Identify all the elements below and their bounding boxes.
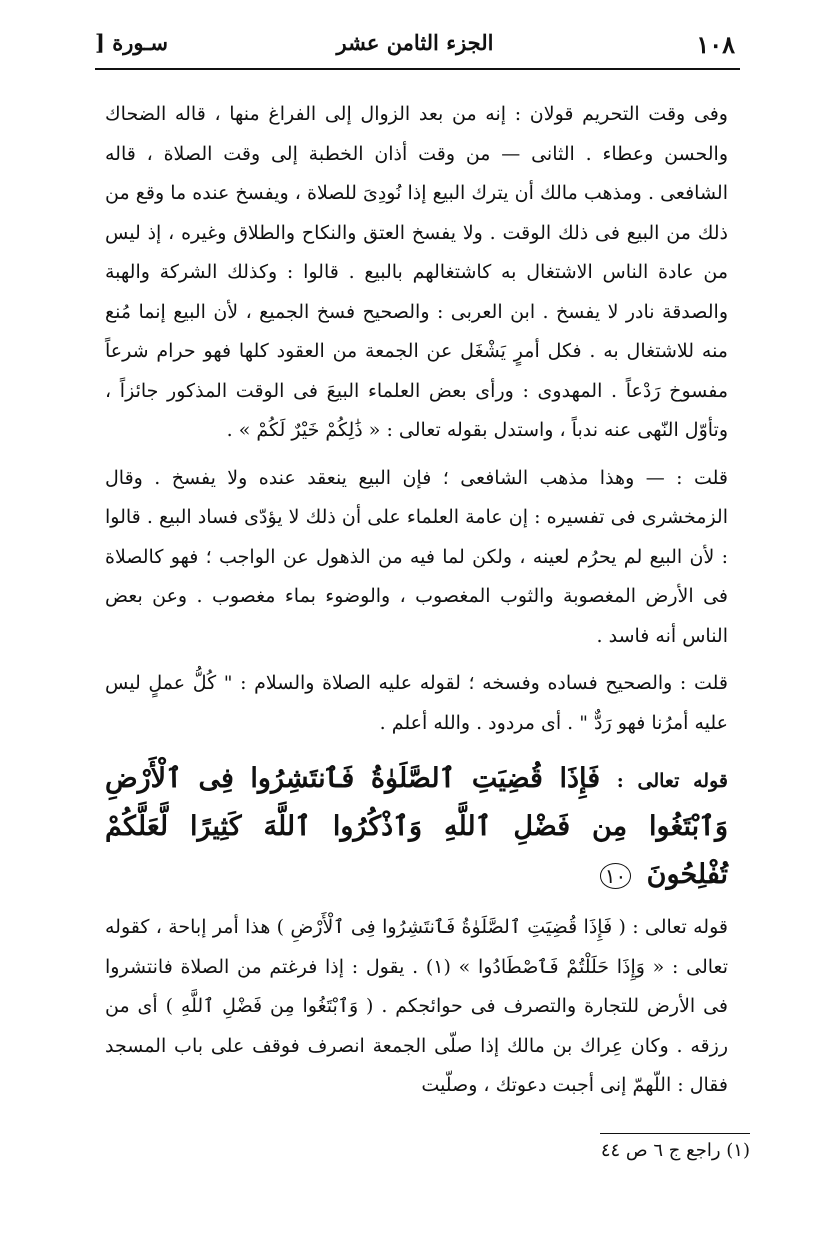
paragraph-3: قلت : والصحيح فساده وفسخه ؛ لقوله عليه الصلاة والسلام : " كُلُّ عملٍ ليس عليه أمرُنا فهو رَدٌّ " . أى مردود . والله أعلم . xyxy=(105,672,728,734)
paragraph-2: قلت : — وهذا مذهب الشافعى ؛ فإن البيع ينعقد عنده ولا يفسخ . وقال الزمخشرى فى تفسيره : إن عامة العلماء على أن ذلك لا يؤدّى فساد البيع . قالوا : لأن البيع لم يحرُم لعينه ، ولكن لما فيه من الذهول عن الواجب ؛ فهو كالصلاة فى الأرض المغصوبة والثوب المغصوب ، والوضوء بماء مغصوب . وعن بعض الناس أنه فاسد . xyxy=(105,466,728,647)
commentary-paragraph: قوله تعالى : ( فَإِذَا قُضِيَتِ ٱلصَّلَوٰةُ فَٱنتَشِرُوا فِى ٱلْأَرْضِ ) هذا أمر إباحة ، كقوله تعالى : « وَإِذَا حَلَلْتُمْ فَٱصْطَادُوا » (١) . يقول : إذا فرغتم من الصلاة فانتشروا فى الأرض للتجارة والتصرف فى حوائجكم . ( وَٱبْتَغُوا مِن فَضْلِ ٱللَّهِ ) أى من رزقه . وكان عِراك بن مالك إذا صلّى الجمعة انصرف فوقف على باب المسجد فقال : اللّهمّ إنى أجبت دعوتك ، وصلّيت xyxy=(105,916,728,1096)
verse-number: ١٠ xyxy=(600,863,631,889)
footnote: (١) راجع ج ٦ ص ٤٤ xyxy=(600,1140,750,1161)
sura-label: سـورة [ xyxy=(95,30,168,55)
page-body xyxy=(105,95,728,1106)
header-divider xyxy=(95,68,740,70)
footnote-divider xyxy=(600,1133,750,1134)
part-title: الجزء الثامن عشر xyxy=(336,30,494,55)
page-number: ١٠٨ xyxy=(696,30,735,59)
verse-lead: قوله تعالى : xyxy=(616,770,728,792)
page-header xyxy=(95,28,735,64)
quran-verse xyxy=(105,755,728,900)
verse-text: فَإِذَا قُضِيَتِ ٱلصَّلَوٰةُ فَٱنتَشِرُوا فِى ٱلْأَرْضِ وَٱبْتَغُوا مِن فَضْلِ ٱللَّهِ وَٱذْكُرُوا ٱللَّهَ كَثِيرًا لَّعَلَّكُمْ تُفْلِحُونَ xyxy=(105,763,728,890)
paragraph-1: وفى وقت التحريم قولان : إنه من بعد الزوال إلى الفراغ منها ، قاله الضحاك والحسن وعطاء . الثانى — من وقت أذان الخطبة إلى وقت الصلاة ، قاله الشافعى . ومذهب مالك أن يترك البيع إذا نُودِىَ للصلاة ، ويفسخ عنده ما وقع من ذلك من البيع فى ذلك الوقت . ولا يفسخ العتق والنكاح والطلاق وغيره ، إذ ليس من عادة الناس الاشتغال به كاشتغالهم بالبيع . قالوا : وكذلك الشركة والهبة والصدقة نادر لا يفسخ . ابن العربى : والصحيح فسخ الجميع ، لأن البيع إنما مُنع منه للاشتغال به . فكل أمرٍ يَشْغَل عن الجمعة من العقود كلها فهو حرام شرعاً مفسوخ رَدْعاً . المهدوى : ورأى بعض العلماء البيعَ فى الوقت المذكور جائزاً ، وتأوّل النّهى عنه ندباً ، واستدل بقوله تعالى : « ذَٰلِكُمْ خَيْرٌ لَكُمْ » . xyxy=(105,103,728,441)
